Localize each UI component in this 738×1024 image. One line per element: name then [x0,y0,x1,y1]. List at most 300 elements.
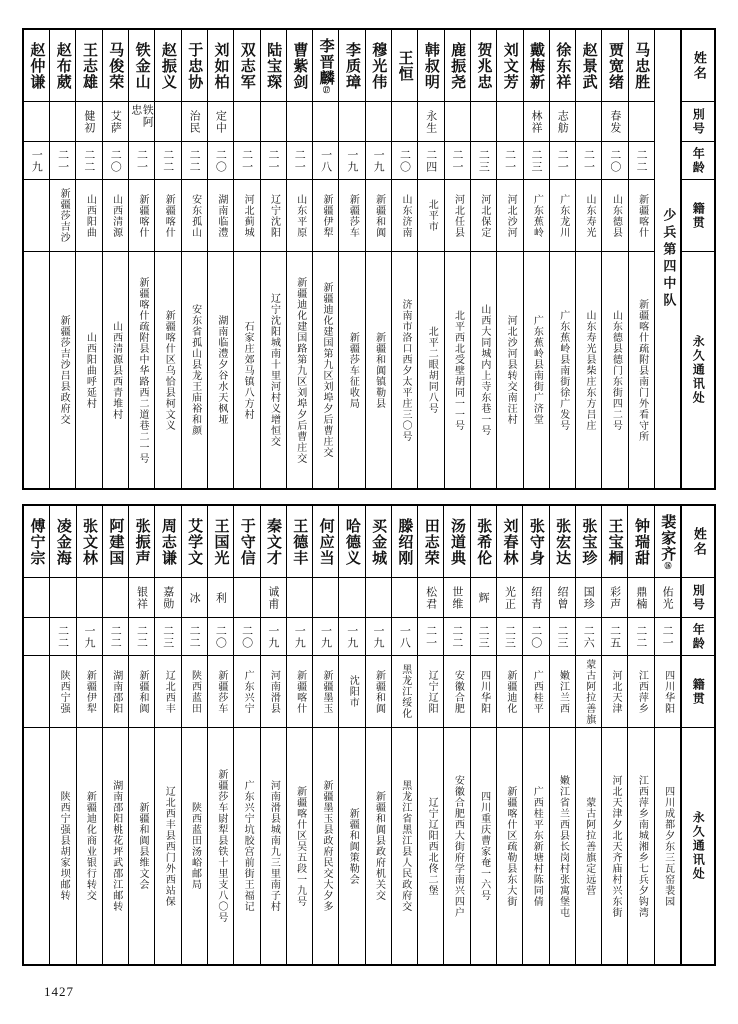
entry-age: 二二 [103,618,128,656]
entry-name: 刘如柏 [208,30,233,102]
entry-permanent-address: 新疆喀什区吴五段一九号 [294,785,306,907]
header-name: 姓名 [682,30,714,102]
entry-permanent-address: 新疆迪化建国第九区刘埠夕后曹庄交 [321,282,333,458]
entry-native-place: 山东平原 [287,180,312,252]
roster-entry [128,30,154,488]
entry-alias: 健初 [76,102,101,142]
entry-permanent-address: 新疆迪化商业银行转交 [84,791,96,901]
entry-name: 周志谦 [155,506,180,578]
entry-permanent-address: 新疆喀什区疏勒县东大街 [504,785,516,907]
entry-age: 一九 [287,618,312,656]
entry-alias [261,102,286,142]
entry-name: 王恒 [392,30,417,102]
entry-native-place: 安东孤山 [182,180,207,252]
entry-name: 戴梅新 [524,30,549,102]
entry-alias: 志舫 [550,102,575,142]
roster-entry [601,30,627,488]
entry-name: 李晋麟 ⑰ [313,30,338,102]
roster-entry [312,30,338,488]
entry-permanent-address: 广东蕉岭县南街徐广发号 [557,309,569,431]
entry-name: 买金城 [366,506,391,578]
entry-name: 双志军 [234,30,259,102]
roster-entry [575,30,601,488]
roster-entry [24,506,49,964]
roster-entry [365,30,391,488]
roster-entry [575,506,601,964]
roster-entry [417,506,443,964]
entry-name: 赵景武 [576,30,601,102]
entry-alias [287,102,312,142]
entry-age [24,618,49,656]
header-permanent-address: 永久通讯处 [691,335,706,405]
entry-native-place: 辽宁沈阳 [261,180,286,252]
entry-name: 汤道典 [444,506,469,578]
entry-permanent-address: 山西大同城内上寺东巷一号 [478,304,490,436]
entry-alias [155,102,180,142]
entry-age: 二三 [155,618,180,656]
roster-entry [286,506,312,964]
entry-native-place: 河北沙河 [497,180,522,252]
entry-permanent-address: 湖南邵阳桃花坪武邵江邮转 [110,780,122,912]
entry-age: 二〇 [208,618,233,656]
entry-permanent-address: 黑龙江省黑江县人民政府交 [399,780,411,912]
entry-alias [366,578,391,618]
footnote-marker: ⑯ [664,561,673,570]
entry-alias: 诚甫 [261,578,286,618]
footnote-marker: ⑰ [322,85,331,94]
entry-permanent-address [24,728,49,964]
entry-alias: 春发 [602,102,627,142]
entry-alias [50,578,75,618]
entry-native-place: 河南滑县 [261,656,286,728]
entry-age: 一八 [313,142,338,180]
entry-name: 艾学文 [182,506,207,578]
entry-permanent-address: 广东蕉岭县南街广济堂 [531,315,543,425]
entry-native-place: 河北保定 [471,180,496,252]
entry-name: 韩叔明 [418,30,443,102]
entry-age: 一九 [366,618,391,656]
roster-entry [523,30,549,488]
entry-permanent-address: 山东德县德门东街四二号 [610,309,622,431]
entry-age: 二二 [628,618,653,656]
entry-alias [497,102,522,142]
roster-entry [286,30,312,488]
entry-name: 张宝珍 [576,506,601,578]
entry-native-place: 黑龙江绥化 [392,656,417,728]
entry-age: 一八 [392,618,417,656]
entry-alias [103,578,128,618]
entry-age: 二〇 [602,142,627,180]
entry-permanent-address: 辽宁沈阳城南十里河村义增恒交 [268,293,280,447]
entry-native-place: 山西清源 [103,180,128,252]
entry-native-place [24,656,49,728]
entry-permanent-address: 河南滑县城南九三里南子村 [268,780,280,912]
entry-age: 二一 [550,142,575,180]
entry-permanent-address: 新疆莎车尉犁县铁十里支八〇号 [215,769,227,923]
entry-native-place: 新疆伊犁 [77,656,102,728]
roster-entry [628,30,654,488]
entry-native-place: 新疆喀什 [629,180,654,252]
entry-alias [313,578,338,618]
entry-age: 二二 [444,618,469,656]
header-permanent-address: 永久通讯处 [691,811,706,881]
entry-alias [24,102,49,142]
roster-entry [128,506,154,964]
roster-table-top [22,28,716,490]
unit-banner [654,30,680,488]
entry-permanent-address: 北平二眼胡同八号 [426,326,438,414]
entry-name: 赵振义 [155,30,180,102]
roster-entry [496,30,522,488]
entry-native-place: 四川华阳 [655,656,680,728]
entry-age: 一九 [261,618,286,656]
roster-entry [365,506,391,964]
entry-age: 二五 [602,618,627,656]
entry-native-place: 山东济南 [392,180,417,252]
entry-name: 曹紫剑 [287,30,312,102]
entry-native-place: 新疆喀什 [155,180,180,252]
entry-alias [445,102,470,142]
entry-name: 凌金海 [50,506,75,578]
entry-native-place [24,180,49,252]
entry-permanent-address: 湖南临澧夕谷水天枫垭 [215,315,227,425]
entry-age: 二一 [418,618,443,656]
roster-entry [601,506,627,964]
entry-alias [471,102,496,142]
entry-name: 秦文才 [261,506,286,578]
entry-name: 赵布葳 [50,30,75,102]
entry-permanent-address: 蒙古阿拉善旗定远营 [583,796,595,896]
entry-alias: 彩声 [602,578,627,618]
roster-entry [154,506,180,964]
entry-age: 二一 [576,142,601,180]
entry-age: 二一 [287,142,312,180]
header-age: 年龄 [682,142,714,180]
entry-permanent-address: 新疆墨玉县政府民交大夕多 [320,780,332,912]
entry-name: 铁金山 [129,30,154,102]
entry-age: 一九 [339,142,364,180]
entry-native-place: 陕西宁强 [50,656,75,728]
roster-entry [417,30,443,488]
entry-age: 二〇 [208,142,233,180]
entry-age: 二三 [550,618,575,656]
entry-name: 于守信 [234,506,259,578]
header-native-place: 籍贯 [682,180,714,252]
header-alias: 別号 [682,578,714,618]
entry-alias: 永生 [418,102,443,142]
entry-age: 二二 [182,142,207,180]
entry-alias: 绍青 [523,578,548,618]
entry-alias [24,578,49,618]
entry-age: 二二 [155,142,180,180]
roster-entry [49,30,75,488]
roster-entry [522,506,548,964]
column-headers [680,506,714,964]
entry-permanent-address: 石家庄郊马镇八方村 [242,320,254,420]
entry-name: 赵仲谦 [24,30,49,102]
roster-entry [470,30,496,488]
entry-name: 贺兆忠 [471,30,496,102]
header-alias: 別号 [682,102,714,142]
entry-permanent-address: 嫩江省兰西县长岗村张寓堡屯 [557,774,569,918]
entry-alias: 光正 [497,578,522,618]
entry-native-place: 陕西蓝田 [182,656,207,728]
roster-entry [233,30,259,488]
entry-name: 于忠协 [182,30,207,102]
entry-age: 二一 [129,142,154,180]
entry-permanent-address [24,252,49,488]
column-headers [680,30,714,488]
entry-permanent-address: 新疆和阗镇勒县 [373,331,385,409]
entry-age: 二二 [182,618,207,656]
entry-name: 阿建国 [103,506,128,578]
entry-native-place: 山东寿光 [576,180,601,252]
roster-entry [260,506,286,964]
entry-native-place: 新疆和阗 [129,656,154,728]
entry-permanent-address: 新疆和阗策勒会 [347,807,359,885]
roster-entry [75,30,101,488]
entry-age: 二一 [655,618,680,656]
entry-alias [576,102,601,142]
entry-age: 一九 [313,618,338,656]
entry-permanent-address: 辽宁辽阳西北佟二堡 [426,796,438,896]
entry-alias [50,102,75,142]
roster-entry [391,506,417,964]
entry-alias: 治民 [182,102,207,142]
entry-name: 刘文芳 [497,30,522,102]
entry-native-place: 蒙古阿拉善旗 [576,656,601,728]
entry-permanent-address: 新疆和阗县政府机关交 [373,791,385,901]
entry-alias: 鼎楠 [628,578,653,618]
entry-native-place: 嫩江兰西 [550,656,575,728]
entry-permanent-address: 安徽合肥西大街府学南兴四户 [452,774,464,918]
entry-alias: 松君 [418,578,443,618]
entry-age: 一九 [24,142,49,180]
entry-age: 二四 [418,142,443,180]
entry-permanent-address: 北平西北受壁胡同一一号 [452,309,464,431]
entry-age: 二一 [445,142,470,180]
entry-age: 二三 [524,142,549,180]
entry-age: 二二 [129,618,154,656]
roster-entry [207,506,233,964]
entry-native-place: 新疆和阗 [366,180,391,252]
entry-native-place: 安徽合肥 [444,656,469,728]
roster-entry [549,506,575,964]
entry-native-place: 辽宁辽阳 [418,656,443,728]
entry-native-place: 河北天津 [602,656,627,728]
entry-native-place: 辽北西丰 [155,656,180,728]
entry-permanent-address: 陕西宁强县胡家坝邮转 [58,791,70,901]
entry-permanent-address: 济南市洛口西夕太平庄三〇号 [399,298,411,442]
page-number: 1427 [44,984,74,999]
entry-alias [287,578,312,618]
entry-name: 马忠胜 [629,30,654,102]
entry-name: 张文林 [77,506,102,578]
entry-name: 王志雄 [76,30,101,102]
entry-name: 哈德义 [339,506,364,578]
entry-alias [339,102,364,142]
entry-age: 一九 [366,142,391,180]
entry-alias: 世维 [444,578,469,618]
entry-name: 王德丰 [287,506,312,578]
entry-native-place: 新疆莎车 [339,180,364,252]
entry-age: 二一 [50,142,75,180]
entry-alias [392,578,417,618]
entry-permanent-address: 江西萍乡南城湘乡七兵夕钩湾 [636,774,648,918]
entry-age: 一九 [77,618,102,656]
entry-age: 二〇 [523,618,548,656]
roster-entry [102,506,128,964]
entry-age: 二一 [234,142,259,180]
roster-entry [496,506,522,964]
entry-name: 李质璋 [339,30,364,102]
entry-alias: 绍曾 [550,578,575,618]
entry-permanent-address: 山东寿光县柴庄东方吕庄 [584,309,596,431]
entry-alias [392,102,417,142]
entry-age: 二三 [471,142,496,180]
entry-alias [339,578,364,618]
entry-name: 裴家齐 ⑯ [655,506,680,578]
entry-alias: 艾萨 [103,102,128,142]
entry-native-place: 新疆迪化 [497,656,522,728]
entry-age: 二二 [629,142,654,180]
entry-name: 徐东祥 [550,30,575,102]
entry-permanent-address: 四川成都夕东三瓦窑裴园 [662,785,674,907]
entry-alias: 辉 [471,578,496,618]
entry-native-place: 新疆喀什 [129,180,154,252]
entry-native-place: 河北蓟城 [234,180,259,252]
header-name: 姓名 [682,506,714,578]
entry-permanent-address: 新疆莎车征收局 [347,331,359,409]
entry-alias [77,578,102,618]
entry-age: 一九 [339,618,364,656]
entry-name: 贾宽绪 [602,30,627,102]
entry-permanent-address: 河北天津夕北天齐庙村兴东街 [610,774,622,918]
roster-entry [76,506,102,964]
entry-native-place: 沈阳市 [339,656,364,728]
roster-entry [181,30,207,488]
entry-age: 二一 [497,142,522,180]
entry-name: 张宏达 [550,506,575,578]
entry-alias: 利 [208,578,233,618]
roster-entry [312,506,338,964]
entry-alias [234,578,259,618]
entry-native-place: 新疆墨玉 [313,656,338,728]
entry-age: 二三 [497,618,522,656]
entry-alias [234,102,259,142]
entry-name: 钟瑞甜 [628,506,653,578]
entry-name: 王国光 [208,506,233,578]
entry-native-place: 山西阳曲 [76,180,101,252]
entry-native-place: 湖南邵阳 [103,656,128,728]
roster-entry [470,506,496,964]
entry-native-place: 新疆和阗 [366,656,391,728]
entry-age: 二〇 [103,142,128,180]
roster-entry [391,30,417,488]
entry-alias [366,102,391,142]
entry-name: 张振声 [129,506,154,578]
roster-entry [233,506,259,964]
entry-alias: 国珍 [576,578,601,618]
entry-name: 陆宝琛 [261,30,286,102]
entry-permanent-address: 陕西蓝田汤峪邮局 [189,802,201,890]
entry-alias: 铁阿忠 [129,102,154,142]
entry-permanent-address: 辽北西丰县西门外西站保 [163,785,175,907]
header-age: 年龄 [682,618,714,656]
entry-permanent-address: 新疆和阗县维文会 [136,802,148,890]
entry-name: 傅宁宗 [24,506,49,578]
roster-entry [338,506,364,964]
entry-age: 二三 [471,618,496,656]
entry-alias: 佑光 [655,578,680,618]
entry-native-place: 湖南临澧 [208,180,233,252]
entry-native-place: 广东龙川 [550,180,575,252]
entry-alias: 林祥 [524,102,549,142]
entry-native-place: 四川华阳 [471,656,496,728]
entry-native-place: 北平市 [418,180,443,252]
entry-permanent-address: 广东兴宁坑胶宫前街王福记 [242,780,254,912]
unit-banner-text: 少兵第四中队 [660,208,676,310]
entry-alias [313,102,338,142]
entry-permanent-address: 山西清源县西青堆村 [110,320,122,420]
roster-entry [627,506,653,964]
entry-native-place: 新疆伊犁 [313,180,338,252]
entry-age: 二二 [50,618,75,656]
roster-entry [207,30,233,488]
entry-permanent-address: 新疆喀什疏附县中华路西二道巷二一号 [136,276,148,464]
roster-entry [181,506,207,964]
entry-permanent-address: 河北沙河县转交南汪村 [505,315,517,425]
entry-permanent-address: 安东省孤山县龙王庙裕和颜 [189,304,201,436]
entry-alias: 银祥 [129,578,154,618]
entry-age: 二二 [76,142,101,180]
roster-entry [443,506,469,964]
entry-name: 田志荣 [418,506,443,578]
entry-name: 张守身 [523,506,548,578]
entry-native-place: 新疆莎车 [208,656,233,728]
entry-permanent-address: 新疆喀什区乌恰县柯文义 [163,309,175,431]
entry-age: 二〇 [392,142,417,180]
entry-name: 刘春林 [497,506,522,578]
entry-native-place: 广东兴宁 [234,656,259,728]
entry-alias: 定中 [208,102,233,142]
header-native-place: 籍贯 [682,656,714,728]
roster-entry [338,30,364,488]
entry-alias [629,102,654,142]
entry-name: 滕绍刚 [392,506,417,578]
entry-native-place: 河北任县 [445,180,470,252]
roster-table-bottom [22,504,716,966]
entry-native-place: 广东蕉岭 [524,180,549,252]
roster-entry [49,506,75,964]
entry-permanent-address: 新疆迪化建国路第九区刘埠夕后曹庄交 [294,276,306,464]
entry-permanent-address: 新疆莎吉沙吕县政府交 [58,315,70,425]
roster-entry [444,30,470,488]
roster-entry [24,30,49,488]
entry-name: 鹿振尧 [445,30,470,102]
roster-entry [549,30,575,488]
entry-name: 马俊荣 [103,30,128,102]
entry-age: 二〇 [234,618,259,656]
entry-name: 王宝桐 [602,506,627,578]
entry-native-place: 新疆莎吉沙 [50,180,75,252]
roster-entry [260,30,286,488]
entry-permanent-address: 四川重庆曹家奄一六号 [478,791,490,901]
entry-permanent-address: 新疆喀什疏附县南门外看守所 [636,298,648,442]
roster-entry [654,506,680,964]
entry-permanent-address: 广西桂平东新塘村陈同倩 [531,785,543,907]
entry-name: 张希伦 [471,506,496,578]
